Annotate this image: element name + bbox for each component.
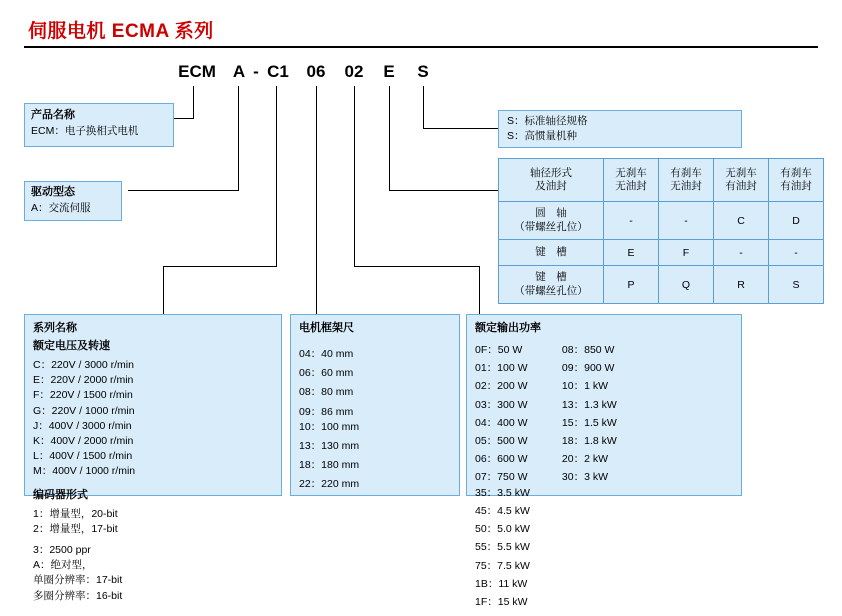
th-shaft-form-l2: 及油封 [535,180,567,192]
th-brake-noseal-l1: 有刹车 [670,166,702,179]
table-row [499,202,824,240]
leader-c1-horizontal [163,266,277,267]
row-keyway-screw-l2: （带螺丝孔位） [514,284,588,297]
frame-right-4: 22：220 mm [299,478,360,491]
series-subtitle-encoder: 编码器形式 [33,488,88,501]
leader-e-vertical [389,86,390,190]
leader-02-horizontal [354,266,479,267]
th-shaft-form [499,159,604,202]
leader-s-horizontal [423,128,499,129]
code-segment-e: E [383,62,395,81]
encoder-right-1: A：绝对型， [33,559,93,572]
series-title: 系列名称 [33,322,77,334]
leader-e-horizontal [389,190,499,191]
power-col3-4: 55：5.5 kW [475,541,530,554]
power-col2-7: 20：2 kW [561,453,609,466]
leader-ecm-horizontal [172,118,194,119]
leader-c1-down [163,266,164,314]
row-keyway-screw-label [499,266,604,304]
power-col3-7: 1F：15 kW [475,596,528,608]
code-segment-dash: - [253,62,259,81]
cell-round-nobrake-seal: C [714,202,769,240]
th-shaft-form-l1: 轴径形式 [530,166,572,179]
cell-keyway-brake-seal: - [769,240,824,266]
th-nobrake-seal-l1: 无刹车 [725,166,757,179]
voltage-left-1: C：220V / 3000 r/min [33,358,134,371]
cell-keyscrew-nobrake-seal: R [714,266,769,304]
row-keyway-label [499,240,604,266]
rated-power-box [466,314,742,608]
page-title: 伺服电机 ECMA 系列 [28,21,214,42]
th-nobrake-seal-l2: 有油封 [725,180,757,192]
code-segment-06: 06 [306,62,326,81]
row-round-shaft-l1: 圆 轴 [535,207,567,220]
shaft-form-table [498,158,824,304]
voltage-right-2: K：400V / 2000 r/min [33,434,134,447]
voltage-right-1: J：400V / 3000 r/min [33,419,132,432]
encoder-left-3: 3：2500 ppr [33,544,91,556]
voltage-left-3: F：220V / 1500 r/min [33,389,133,402]
encoder-left-2: 2：增量型，17-bit [33,522,118,535]
frame-title: 电机框架尺 [299,322,354,334]
cell-keyscrew-nobrake-noseal: P [604,266,659,304]
shaft-spec-line-2: S：高惯量机种 [507,130,578,143]
drive-type-value: A：交流伺服 [31,201,91,214]
power-title: 额定输出功率 [475,322,541,334]
encoder-right-2: 单圈分辨率：17-bit [33,574,123,587]
shaft-spec-box [498,110,742,148]
encoder-right-3: 多圈分辨率：16-bit [33,589,123,602]
power-col3-2: 45：4.5 kW [475,504,530,517]
code-segment-ecm: ECM [178,62,216,81]
product-name-title: 产品名称 [31,109,75,121]
frame-left-1: 04：40 mm [299,347,354,360]
th-brake-noseal-l2: 无油封 [670,180,702,192]
row-round-shaft-l2: （带螺丝孔位） [514,220,588,233]
leader-s-vertical [423,86,424,128]
row-keyway-l1: 键 槽 [535,245,567,258]
leader-ecm-vertical [193,86,194,118]
series-subtitle-voltage: 额定电压及转速 [33,339,110,352]
code-segment-s: S [417,62,429,81]
th-nobrake-seal [714,159,769,202]
frame-left-2: 06：60 mm [299,367,354,380]
frame-size-box [290,314,460,496]
voltage-right-3: L：400V / 1500 r/min [33,450,133,463]
cell-round-brake-noseal: - [659,202,714,240]
code-segment-c1: C1 [267,62,289,81]
power-col2-5: 15：1.5 kW [561,416,617,429]
cell-round-nobrake-noseal: - [604,202,659,240]
shaft-table [498,158,824,304]
leader-02-down [479,266,480,314]
cell-keyscrew-brake-noseal: Q [659,266,714,304]
voltage-left-4: G：220V / 1000 r/min [33,404,135,417]
th-brake-seal-l2: 有油封 [780,180,812,192]
th-brake-seal [769,159,824,202]
th-nobrake-noseal-l2: 无油封 [615,180,647,192]
table-row [499,240,824,266]
th-brake-seal-l1: 有刹车 [780,166,812,179]
code-segment-02: 02 [344,62,364,81]
frame-right-1: 10：100 mm [299,420,360,433]
row-round-shaft-label [499,202,604,240]
cell-round-brake-seal: D [769,202,824,240]
drive-type-box [24,181,122,221]
encoder-left-1: 1：增量型，20-bit [33,507,118,520]
frame-right-2: 13：130 mm [299,440,360,453]
power-col2-2: 09：900 W [561,362,615,375]
voltage-right-4: M：400V / 1000 r/min [33,465,136,478]
power-col2-6: 18：1.8 kW [561,435,617,448]
shaft-spec-line-1: S：标准轴径规格 [507,115,588,127]
power-col1-5: 04：400 W [475,416,528,429]
cell-keyscrew-brake-seal: S [769,266,824,304]
frame-left-3: 08：80 mm [299,386,354,399]
power-col1-1: 0F：50 W [475,343,523,356]
power-col1-2: 01：100 W [475,362,528,375]
voltage-left-2: E：220V / 2000 r/min [33,374,134,387]
power-col2-8: 30：3 kW [561,471,609,484]
cell-keyway-nobrake-seal: - [714,240,769,266]
power-col1-6: 05：500 W [475,435,528,448]
title-divider [24,46,818,48]
power-col2-4: 13：1.3 kW [561,398,617,411]
table-header-row [499,159,824,202]
frame-left-4: 09：86 mm [299,405,354,418]
row-keyway-screw-l1: 键 槽 [535,271,567,284]
power-col1-3: 02：200 W [475,380,528,393]
power-col2-3: 10：1 kW [561,380,609,393]
product-name-box [24,103,174,147]
table-row [499,266,824,304]
frame-right-3: 18：180 mm [299,459,360,472]
drive-type-title: 驱动型态 [31,186,75,198]
leader-a-horizontal [128,190,239,191]
leader-06-vertical [316,86,317,314]
th-nobrake-noseal [604,159,659,202]
leader-02-vertical [354,86,355,266]
leader-a-vertical [238,86,239,190]
th-brake-noseal [659,159,714,202]
power-col3-5: 75：7.5 kW [475,559,530,572]
power-col3-1: 35：3.5 kW [475,486,530,499]
power-col1-8: 07：750 W [475,471,528,484]
cell-keyway-nobrake-noseal: E [604,240,659,266]
th-nobrake-noseal-l1: 无刹车 [615,166,647,179]
code-segment-a: A [232,62,246,81]
power-col1-4: 03：300 W [475,398,528,411]
leader-c1-vertical [276,86,277,266]
power-col3-6: 1B：11 kW [475,577,528,590]
power-col1-7: 06：600 W [475,453,528,466]
cell-keyway-brake-noseal: F [659,240,714,266]
power-col2-1: 08：850 W [561,343,615,356]
power-col3-3: 50：5.0 kW [475,523,530,536]
product-name-value: ECM：电子换相式电机 [31,124,139,137]
series-name-box [24,314,282,602]
